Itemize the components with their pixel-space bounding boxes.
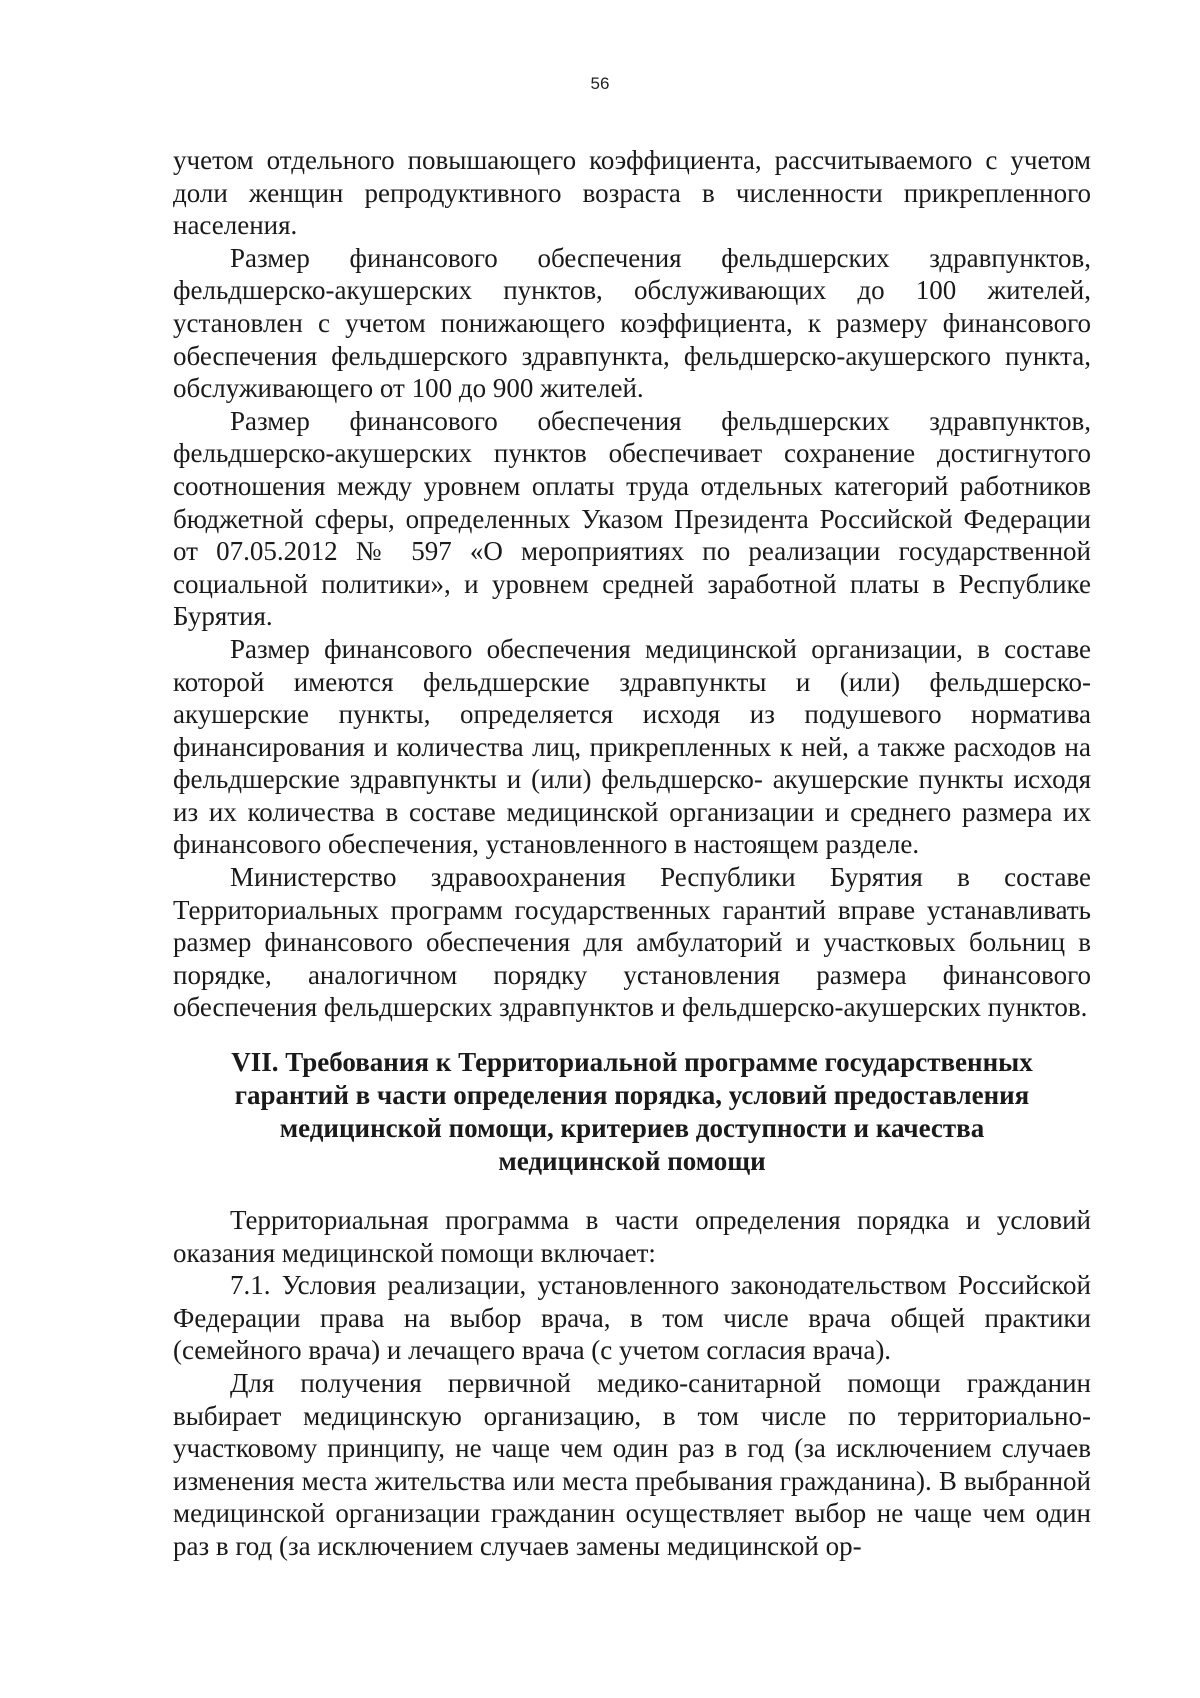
paragraph: Для получения первичной медико-санитарной помощи гражданин выбирает медицинскую организацию, в том числе по территориально-участковому принципу, не чаще чем один раз в год (за исключением случаев изменения места жительства или места пребывания гражданина). В выбранной медицинской организации гражданин осуществляет выбор не чаще чем один раз в год (за исключением случаев замены медицинской ор- [173,1368,1091,1561]
paragraph: Территориальная программа в части определения порядка и условий оказания медицинской помощи включает: [173,1205,1091,1268]
paragraph: Министерство здравоохранения Республики Бурятия в составе Территориальных программ государственных гарантий вправе устанавливать размер финансового обеспечения для амбулаторий и участковых больниц в порядке, аналогичном порядку установления размера финансового обеспечения фельдшерских здравпунктов и фельдшерско-акушерских пунктов. [173,862,1091,1023]
paragraph: 7.1. Условия реализации, установленного законодательством Российской Федерации права на выбор врача, в том числе врача общей практики (семейного врача) и лечащего врача (с учетом согласия врача). [173,1270,1091,1366]
document-body [173,144,1091,1563]
page-number: 56 [590,74,610,93]
paragraphs-after-heading [173,1204,1091,1563]
paragraph: учетом отдельного повышающего коэффициента, рассчитываемого с учетом доли женщин репродуктивного возраста в численности прикрепленного населения. [173,145,1091,241]
paragraph: Размер финансового обеспечения медицинской организации, в составе которой имеются фельдшерские здравпункты и (или) фельдшерско-акушерские пункты, определяется исходя из подушевого норматива финансирования и количества лиц, прикрепленных к ней, а также расходов на фельдшерские здравпункты и (или) фельдшерско- акушерские пункты исходя из их количества в составе медицинской организации и среднего размера их финансового обеспечения, установленного в настоящем разделе. [173,633,1091,860]
paragraph: Размер финансового обеспечения фельдшерских здравпунктов, фельдшерско-акушерских пунктов, обслуживающих до 100 жителей, установлен с учетом понижающего коэффициента, к размеру финансового обеспечения фельдшерского здравпункта, фельдшерско-акушерского пункта, обслуживающего от 100 до 900 жителей. [173,242,1091,404]
section-heading: VII. Требования к Территориальной программе государственных гарантий в части определения порядка, условий предоставления медицинской помощи, критериев доступности и качества медицинской помощи [231,1047,1033,1177]
paragraph: Размер финансового обеспечения фельдшерских здравпунктов, фельдшерско-акушерских пунктов обеспечивает сохранение достигнутого соотношения между уровнем оплаты труда отдельных категорий работников бюджетной сферы, определенных Указом Президента Российской Федерации от 07.05.2012 № 597 «О мероприятиях по реализации государственной социальной политики», и уровнем средней заработной платы в Республике Бурятия. [173,405,1091,632]
paragraphs-before-heading [173,144,1091,1024]
